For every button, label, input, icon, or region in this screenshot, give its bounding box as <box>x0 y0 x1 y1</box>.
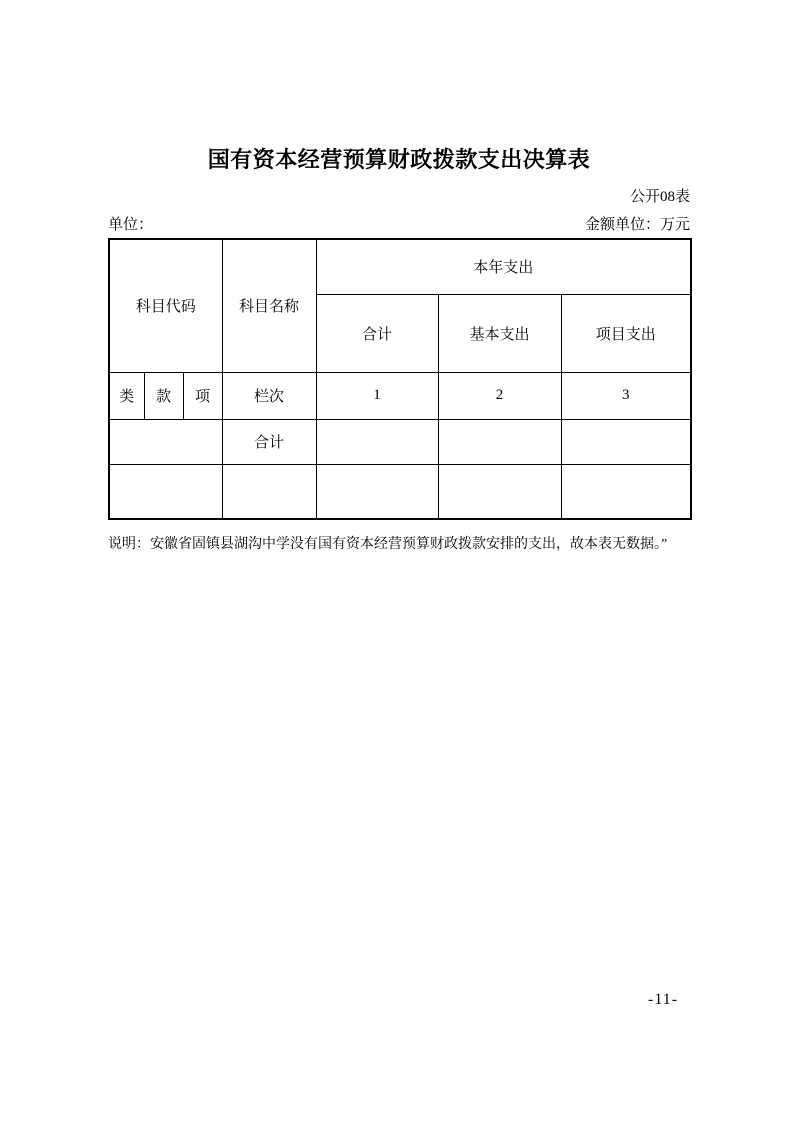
table-note: 说明：安徽省固镇县湖沟中学没有国有资本经营预算财政拨款安排的支出，故本表无数据。” <box>108 537 668 552</box>
subheader-cell-item: 项 <box>183 372 222 419</box>
header-cell-project-expenditure: 项目支出 <box>561 294 691 372</box>
page-number: -11- <box>648 991 679 1008</box>
budget-table <box>108 238 692 520</box>
row-cell-basic <box>438 464 561 519</box>
subheader-cell-col1: 1 <box>316 372 438 419</box>
row-cell-code <box>109 419 222 464</box>
unit-line <box>108 215 690 235</box>
table-row <box>109 464 691 519</box>
header-cell-subject-code: 科目代码 <box>109 239 222 372</box>
table-number-label: 公开08表 <box>629 189 690 205</box>
table-subheader-row <box>109 372 691 419</box>
document-content <box>108 0 690 555</box>
amount-unit-label: 金额单位：万元 <box>584 217 690 233</box>
header-cell-basic-expenditure: 基本支出 <box>438 294 561 372</box>
header-cell-subject-name: 科目名称 <box>222 239 316 372</box>
row-cell-project <box>561 464 691 519</box>
row-cell-code <box>109 464 222 519</box>
row-cell-total <box>316 419 438 464</box>
subheader-cell-column-label: 栏次 <box>222 372 316 419</box>
table-row <box>109 419 691 464</box>
row-cell-basic <box>438 419 561 464</box>
row-cell-name <box>222 464 316 519</box>
table-header-row-1 <box>109 239 691 294</box>
subheader-cell-category: 类 <box>109 372 144 419</box>
unit-label: 单位： <box>108 217 154 233</box>
subheader-cell-col3: 3 <box>561 372 691 419</box>
subheader-cell-col2: 2 <box>438 372 561 419</box>
page-title: 国有资本经营预算财政拨款支出决算表 <box>207 147 591 172</box>
row-cell-project <box>561 419 691 464</box>
header-cell-total: 合计 <box>316 294 438 372</box>
row-cell-total <box>316 464 438 519</box>
subheader-cell-section: 款 <box>144 372 183 419</box>
row-cell-name: 合计 <box>222 419 316 464</box>
header-cell-year-expenditure: 本年支出 <box>316 239 691 294</box>
